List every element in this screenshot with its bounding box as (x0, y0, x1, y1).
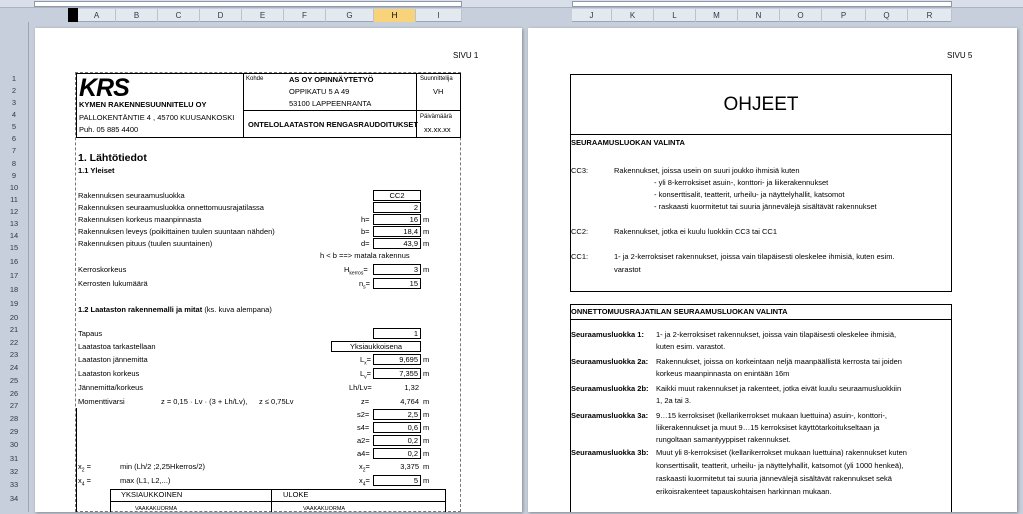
project-address-2: 53100 LAPPEENRANTA (289, 99, 372, 108)
row-header[interactable]: 3 (11, 98, 17, 107)
symbol: $n_s=$ (359, 279, 371, 291)
value-cell[interactable]: 15 (373, 278, 421, 289)
unit: m (423, 476, 430, 485)
row-header[interactable]: 21 (9, 325, 19, 334)
symbol: $x_4=$ (359, 476, 370, 488)
unit: m (423, 227, 430, 236)
x2-label: $x_2$ = (78, 462, 92, 474)
row-label: Jännemitta/korkeus (78, 383, 144, 392)
page-5 (528, 28, 1017, 512)
dropdown-cell[interactable]: Yksiaukkoisena (331, 341, 421, 352)
formula: max (L1, L2,...) (120, 476, 171, 485)
row-header[interactable]: 12 (9, 207, 19, 216)
section-heading: SEURAAMUSLUOKAN VALINTA (571, 138, 685, 147)
row-label: Rakennuksen korkeus maanpinnasta (78, 215, 202, 224)
divider (570, 134, 952, 135)
symbol: a4= (357, 449, 370, 458)
symbol: b= (361, 227, 370, 236)
column-header-k[interactable]: K (612, 9, 654, 22)
row-label: Laataston jännemitta (78, 355, 148, 364)
column-headers-left (78, 9, 462, 22)
class-name: Seuraamusluokka 1: (571, 330, 644, 339)
class-line: liikerakennukset ja muut 9…15 kerroksiset käyttötarkoitukseltaan ja (656, 423, 880, 432)
row-header[interactable]: 22 (9, 338, 19, 347)
row-header[interactable]: 19 (9, 299, 19, 308)
company-address: PALLOKENTÄNTIE 4 , 45700 KUUSANKOSKI (79, 113, 235, 122)
print-area-frame (75, 72, 461, 512)
symbol: s4= (357, 423, 370, 432)
paivamaara-value: xx.xx.xx (424, 125, 451, 134)
row-header[interactable]: 11 (10, 195, 18, 204)
document-title: ONTELOLAATASTON RENGASRAUDOITUKSET (248, 120, 418, 129)
column-header-i[interactable]: I (416, 9, 462, 22)
row-header[interactable]: 20 (9, 313, 19, 322)
value-cell[interactable]: 43,9 (373, 238, 421, 249)
unit: m (423, 397, 430, 406)
row-header[interactable]: 8 (11, 159, 17, 168)
company-phone: Puh. 05 885 4400 (79, 125, 139, 134)
column-header-r[interactable]: R (908, 9, 952, 22)
value-cell[interactable]: 1 (373, 328, 421, 339)
symbol: h= (361, 215, 370, 224)
class-line: 1- ja 2-kerroksiset rakennukset, joissa vain tilapäisesti oleskelee ihmisiä, (656, 330, 897, 339)
subsection-heading: 1.1 Yleiset (78, 166, 115, 175)
symbol: $L_x=$ (360, 355, 372, 367)
row-header[interactable]: 28 (9, 414, 19, 423)
value-cell[interactable]: 0,2 (373, 435, 421, 446)
row-label: Kerrosten lukumäärä (78, 279, 148, 288)
column-header-a[interactable]: A (78, 9, 116, 22)
symbol: d= (361, 239, 370, 248)
title-divider (243, 110, 461, 111)
row-label: Rakennuksen pituus (tuulen suuntainen) (78, 239, 213, 248)
class-code: CC3: (571, 166, 589, 175)
row-header[interactable]: 5 (11, 122, 17, 131)
value-cell[interactable]: 0,2 (373, 448, 421, 459)
page-number: SIVU 1 (453, 51, 479, 60)
row-header[interactable]: 29 (9, 427, 19, 436)
unit: m (423, 462, 430, 471)
class-text: varastot (614, 265, 641, 274)
value-cell[interactable]: 0,6 (373, 422, 421, 433)
row-header[interactable]: 24 (9, 363, 19, 372)
row-label: Momenttivarsi (78, 397, 125, 406)
row-header[interactable]: 33 (9, 480, 19, 489)
symbol: s2= (357, 410, 370, 419)
column-header-c[interactable]: C (158, 9, 200, 22)
value-cell[interactable]: 7,355 (373, 368, 421, 379)
row-header[interactable]: 15 (9, 243, 19, 252)
row-label: Laataston korkeus (78, 369, 140, 378)
row-header[interactable]: 31 (9, 454, 19, 463)
class-line: Kaikki muut rakennukset ja rakenteet, jotka eivät kuulu seuraamusluokkiin (656, 384, 902, 393)
class-text: Rakennukset, joissa usein on suuri joukko ihmisiä kuten (614, 166, 800, 175)
row-header[interactable]: 27 (9, 401, 19, 410)
ruler-right (572, 1, 952, 7)
ruler-marker[interactable] (68, 8, 78, 22)
section-heading: ONNETTOMUUSRAJATILAN SEURAAMUSLUOKAN VALINTA (571, 307, 788, 316)
row-header[interactable]: 34 (9, 494, 19, 503)
column-header-n[interactable]: N (738, 9, 780, 22)
symbol: $H_{kerros}=$ (344, 265, 368, 277)
suunnittelija-label: Suunnittelija (420, 76, 453, 82)
class-line: raskaasti kuormitetut tai suuria jännevälejä sisältävät rakennukset sekä (656, 474, 892, 483)
class-name: Seuraamusluokka 3b: (571, 448, 649, 457)
column-header-f[interactable]: F (284, 9, 326, 22)
row-header[interactable]: 7 (11, 146, 17, 155)
value-cell[interactable]: 2 (373, 202, 421, 213)
column-header-p[interactable]: P (822, 9, 866, 22)
table-divider (271, 489, 272, 512)
kohde-label: Kohde (246, 76, 264, 82)
value-cell[interactable]: 2,5 (373, 409, 421, 420)
suunnittelija-value: VH (433, 87, 444, 96)
unit: m (423, 369, 430, 378)
subsection-heading: 1.2 Laataston rakennemalli ja mitat (ks. kuva alempana) (78, 305, 272, 314)
row-header[interactable]: 9 (11, 171, 17, 180)
computed-value: 1,32 (404, 383, 419, 392)
row-header[interactable]: 16 (9, 257, 19, 266)
symbol: $x_2=$ (359, 462, 370, 474)
column-header-e[interactable]: E (242, 9, 284, 22)
row-header[interactable]: 32 (9, 467, 19, 476)
computed-value: 4,764 (400, 397, 419, 406)
class-line: 9…15 kerroksiset (kellarikerrokset mukaan luettuina) asuin-, konttori-, (656, 411, 887, 420)
table-header-uloke: ULOKE (283, 490, 309, 499)
class-line: Muut yli 8-kerroksiset (kellarikerrokset mukaan luettuina) rakennukset kuten (656, 448, 907, 457)
row-label: Rakennuksen seuraamusluokka onnettomuusrajatilassa (78, 203, 264, 212)
column-header-o[interactable]: O (780, 9, 822, 22)
table-divider (110, 501, 446, 502)
formula: z = 0,15 · Lv · (3 + Lh/Lv), (161, 397, 248, 406)
value-cell[interactable]: 18,4 (373, 226, 421, 237)
bullet: - raskaasti kuormitetut tai suuria jännevälejä sisältävät rakennukset (654, 202, 877, 211)
formula: min (Lh/2 ;2,25Hkerros/2) (120, 462, 206, 471)
row-header[interactable]: 18 (9, 285, 19, 294)
row-header[interactable]: 25 (9, 376, 19, 385)
logo-text: KRS (79, 75, 129, 99)
symbol: Lh/Lv= (349, 383, 372, 392)
paivamaara-label: Päivämäärä (420, 114, 453, 120)
unit: m (423, 423, 430, 432)
ruler-left (34, 1, 462, 7)
class-line: Rakennukset, joissa on korkeintaan neljä maanpäällistä kerrosta tai joiden (656, 357, 902, 366)
divider (570, 319, 952, 320)
x4-label: $x_4$ = (78, 476, 92, 488)
value-cell[interactable]: 16 (373, 214, 421, 225)
column-headers-right (572, 9, 952, 22)
unit: m (423, 436, 430, 445)
page-number: SIVU 5 (947, 51, 973, 60)
class-name: Seuraamusluokka 2a: (571, 357, 649, 366)
class-name: Seuraamusluokka 2b: (571, 384, 649, 393)
row-label: Kerroskorkeus (78, 265, 127, 274)
class-line: rungoltaan samantyyppiset rakennukset. (656, 435, 791, 444)
row-header[interactable]: 6 (11, 134, 17, 143)
title-divider (243, 73, 244, 138)
value-cell[interactable]: 3 (373, 264, 421, 275)
row-header[interactable]: 14 (9, 231, 19, 240)
instructions-title: OHJEET (723, 94, 799, 115)
class-text: Rakennukset, jotka ei kuulu luokkiin CC3 tai CC1 (614, 227, 777, 236)
row-header[interactable]: 4 (11, 110, 17, 119)
bullet: - konserttisalit, teatterit, urheilu- ja näyttelyhallit, katsomot (654, 190, 845, 199)
row-header[interactable]: 2 (11, 86, 17, 95)
class-text: 1- ja 2-kerroksiset rakennukset, joissa vain tilapäisesti oleskelee ihmisiä, kuten esim. (614, 252, 895, 261)
frame-line (76, 408, 77, 512)
row-header[interactable]: 10 (9, 183, 19, 192)
unit: m (423, 239, 430, 248)
table-sublabel: VAAKAKUORMA (135, 506, 178, 512)
unit: m (423, 410, 430, 419)
unit: m (423, 215, 430, 224)
class-name: Seuraamusluokka 3a: (571, 411, 649, 420)
row-header[interactable]: 13 (9, 219, 19, 228)
column-header-m[interactable]: M (696, 9, 738, 22)
row-header[interactable]: 17 (9, 271, 19, 280)
symbol: $L_v=$ (360, 369, 372, 381)
ruler (0, 0, 1023, 8)
krs-logo (79, 75, 135, 99)
symbol: a2= (357, 436, 370, 445)
class-code: CC1: (571, 252, 589, 261)
column-header-h[interactable]: H (374, 9, 416, 22)
row-label: Rakennuksen leveys (poikittainen tuulen suuntaan nähden) (78, 227, 275, 236)
unit: m (423, 449, 430, 458)
table-header-yksiaukkoinen: YKSIAUKKOINEN (121, 490, 183, 499)
column-header-l[interactable]: L (654, 9, 696, 22)
column-header-j[interactable]: J (572, 9, 612, 22)
value-cell[interactable]: CC2 (373, 190, 421, 201)
company-name: KYMEN RAKENNESUUNNITELU OY (79, 100, 207, 109)
column-header-q[interactable]: Q (866, 9, 908, 22)
row-header[interactable]: 23 (9, 350, 19, 359)
hb-note: h < b ==> matala rakennus (320, 251, 410, 260)
class-line: kuten esim. varastot. (656, 342, 726, 351)
page-1 (35, 28, 522, 512)
column-header-b[interactable]: B (116, 9, 158, 22)
row-label: Laatastoa tarkastellaan (78, 342, 156, 351)
bullet: - yli 8-kerroksiset asuin-, konttori- ja liikerakennukset (654, 178, 829, 187)
row-header-border (28, 22, 29, 512)
class-code: CC2: (571, 227, 589, 236)
row-label: Rakennuksen seuraamusluokka (78, 191, 185, 200)
table-sublabel: VAAKAKUORMA (303, 506, 346, 512)
section-heading: 1. Lähtötiedot (78, 152, 147, 164)
project-name: AS OY OPINNÄYTETYÖ (289, 75, 374, 84)
class-line: 1, 2a tai 3. (656, 396, 692, 405)
class-line: erikoisrakenteet tapauskohtaisen harkinnan mukaan. (656, 487, 832, 496)
row-label: Tapaus (78, 329, 103, 338)
class-line: konserttisalit, teatterit, urheilu- ja näyttelyhallit, katsomot (yli 1000 henkeä), (656, 461, 904, 470)
project-address-1: OPPIKATU 5 A 49 (289, 87, 350, 96)
formula-condition: z ≤ 0,75Lv (259, 397, 294, 406)
computed-value: 3,375 (400, 462, 419, 471)
row-header[interactable]: 30 (9, 440, 19, 449)
class-line: korkeus maanpinnasta on enintään 16m (656, 369, 790, 378)
column-header-g[interactable]: G (326, 9, 374, 22)
row-header[interactable]: 1 (11, 74, 17, 83)
column-header-d[interactable]: D (200, 9, 242, 22)
value-cell[interactable]: 5 (373, 475, 421, 486)
unit: m (423, 265, 430, 274)
symbol: z= (361, 397, 370, 406)
value-cell[interactable]: 9,695 (373, 354, 421, 365)
unit: m (423, 355, 430, 364)
row-header[interactable]: 26 (9, 389, 19, 398)
